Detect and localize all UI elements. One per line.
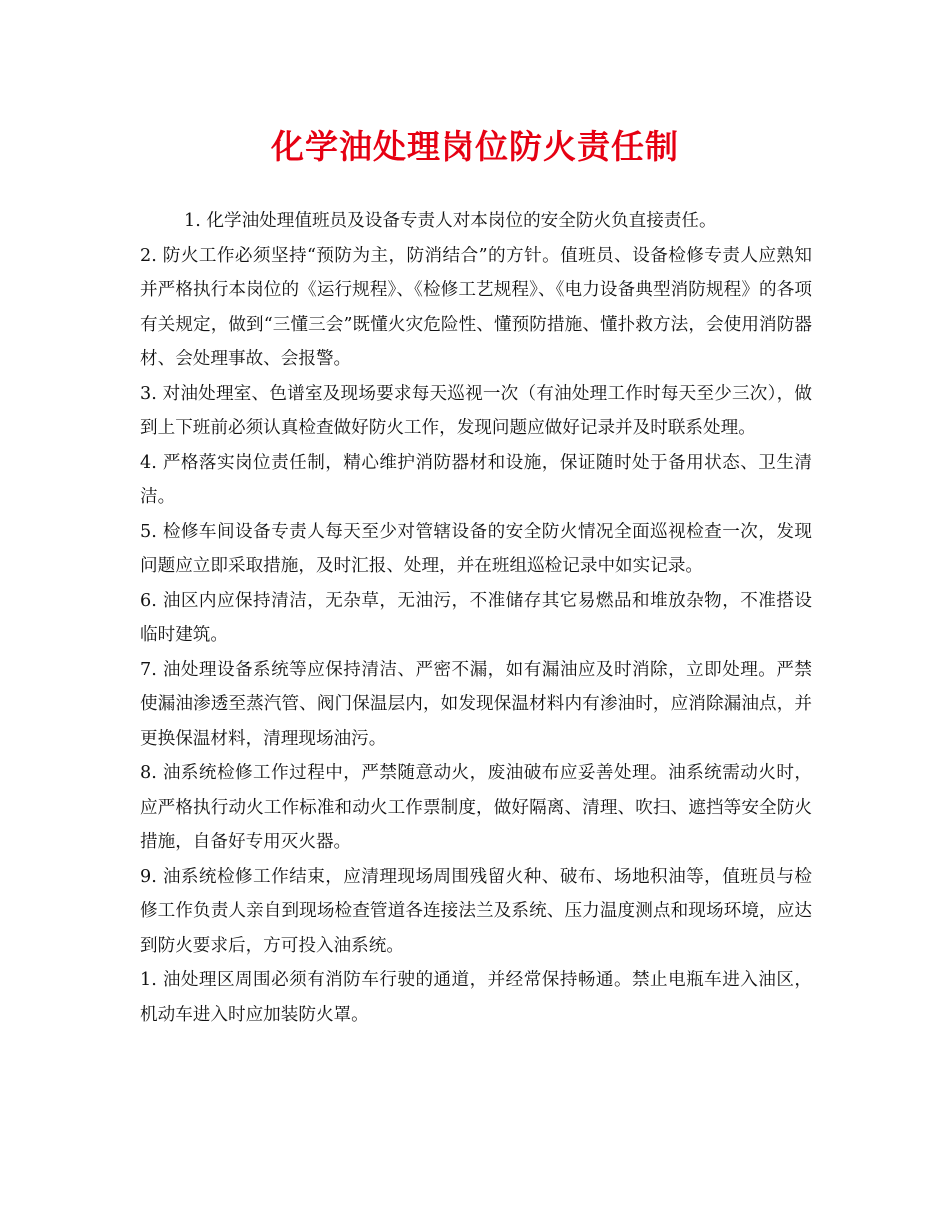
paragraph-3: 3. 对油处理室、色谱室及现场要求每天巡视一次（有油处理工作时每天至少三次），做到上下班前必须认真检查做好防火工作，发现问题应做好记录并及时联系处理。	[140, 383, 812, 438]
paragraph-7: 7. 油处理设备系统等应保持清洁、严密不漏，如有漏油应及时消除，立即处理。严禁使漏油渗透至蒸汽管、阀门保温层内，如发现保温材料内有渗油时，应消除漏油点，并更换保温材料，清理现场油污。	[140, 659, 812, 749]
paragraph-8: 8. 油系统检修工作过程中，严禁随意动火，废油破布应妥善处理。油系统需动火时，应严格执行动火工作标准和动火工作票制度，做好隔离、清理、吹扫、遮挡等安全防火措施，自备好专用灭火器。	[140, 763, 812, 852]
paragraph-2: 2. 防火工作必须坚持“预防为主，防消结合”的方针。值班员、设备检修专责人应熟知并严格执行本岗位的《运行规程》、《检修工艺规程》、《电力设备典型消防规程》的各项有关规定，做到“三懂三会”既懂火灾危险性、懂预防措施、懂扑救方法，会使用消防器材、会处理事故、会报警。	[140, 245, 812, 369]
paragraph-4: 4. 严格落实岗位责任制，精心维护消防器材和设施，保证随时处于备用状态、卫生清洁。	[140, 452, 812, 507]
paragraph-10: 1. 油处理区周围必须有消防车行驶的通道，并经常保持畅通。禁止电瓶车进入油区，机动车进入时应加装防火罩。	[140, 970, 812, 1025]
paragraph-1: 1. 化学油处理值班员及设备专责人对本岗位的安全防火负直接责任。	[184, 211, 717, 231]
document-body	[140, 204, 812, 1032]
paragraph-9: 9. 油系统检修工作结束，应清理现场周围残留火种、破布、场地积油等，值班员与检修工作负责人亲自到现场检查管道各连接法兰及系统、压力温度测点和现场环境，应达到防火要求后，方可投入油系统。	[140, 866, 812, 956]
document-title: 化学油处理岗位防火责任制	[271, 127, 679, 166]
paragraph-6: 6. 油区内应保持清洁，无杂草，无油污，不准储存其它易燃品和堆放杂物，不准搭设临时建筑。	[140, 590, 812, 645]
paragraph-5: 5. 检修车间设备专责人每天至少对管辖设备的安全防火情况全面巡视检查一次，发现问题应立即采取措施，及时汇报、处理，并在班组巡检记录中如实记录。	[140, 521, 812, 576]
